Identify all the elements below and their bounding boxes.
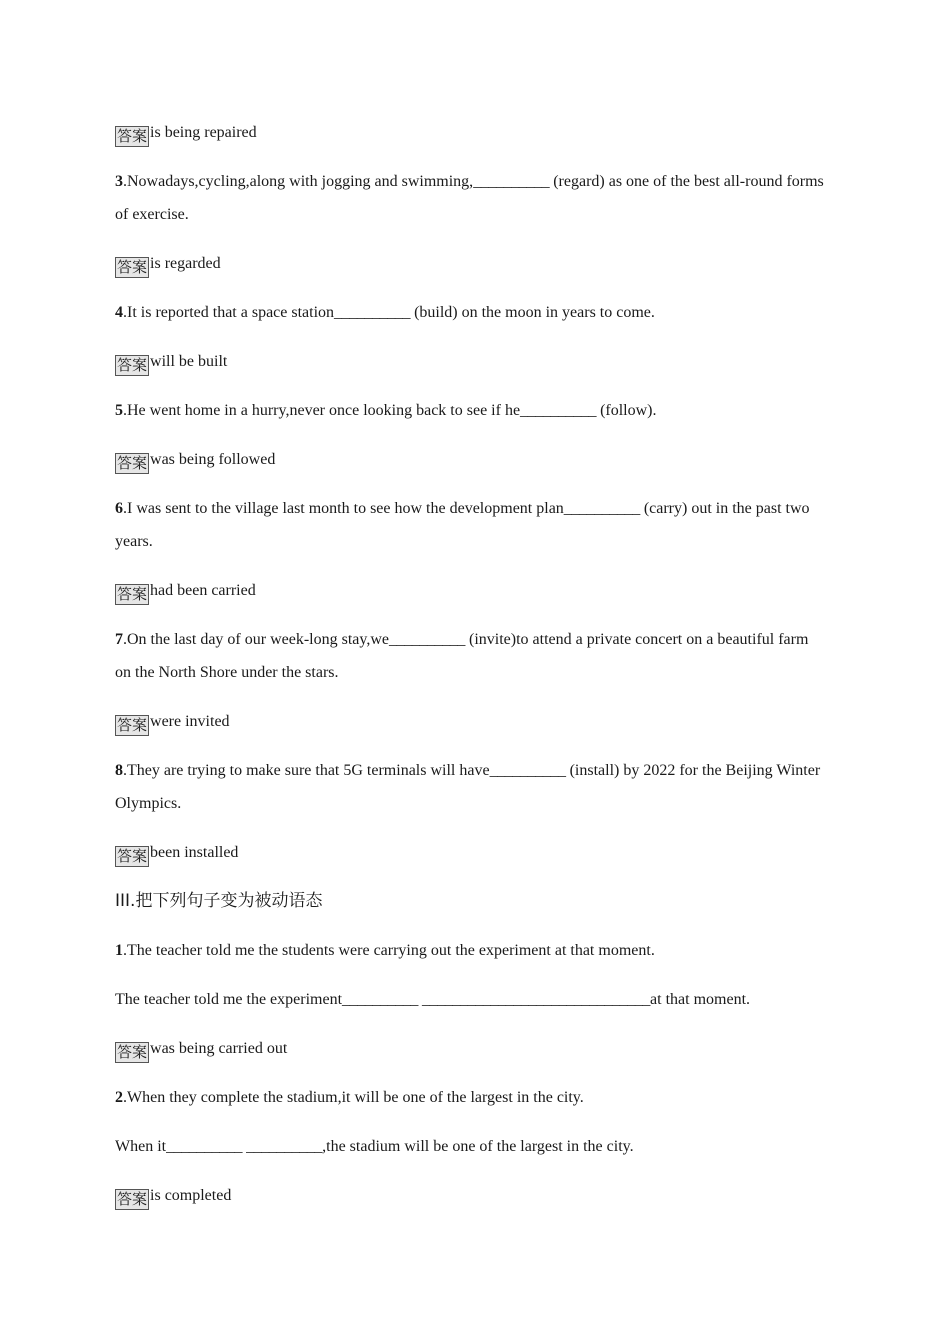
question-4: [115, 296, 827, 329]
answer-line: [115, 1032, 827, 1065]
rewrite-text: The teacher told me the experiment: [115, 991, 343, 1008]
answer-tag: 答案: [117, 258, 148, 276]
question-number: 2: [115, 1089, 123, 1106]
answer-blank: __________: [166, 1138, 243, 1155]
question-text: .On the last day of our week-long stay,we: [123, 631, 389, 648]
answer-tag: 答案: [117, 1190, 148, 1208]
rewrite-text: at that moment.: [650, 991, 751, 1008]
question-text: .The teacher told me the students were carrying out the experiment at that moment.: [123, 942, 655, 959]
question-number: 4: [115, 304, 123, 321]
answer-line: [115, 836, 827, 869]
question-text: .He went home in a hurry,never once looking back to see if he: [123, 402, 521, 419]
question-number: 3: [115, 173, 123, 190]
answer-line: [115, 345, 827, 378]
answer-text: was being followed: [150, 451, 276, 468]
answer-line: [115, 1179, 827, 1212]
question-text: .They are trying to make sure that 5G terminals will have: [123, 762, 490, 779]
question-number: 7: [115, 631, 123, 648]
question-text: .When they complete the stadium,it will be one of the largest in the city.: [123, 1089, 584, 1106]
answer-blank-long: ______________________________: [422, 991, 651, 1008]
answer-line: [115, 443, 827, 476]
question-number: 6: [115, 500, 123, 517]
rewrite-line-1: [115, 983, 827, 1016]
question-8: [115, 754, 827, 820]
question-3: [115, 165, 827, 231]
rewrite-line-2: [115, 1130, 827, 1163]
answer-tag: 答案: [117, 1043, 148, 1061]
answer-blank: __________: [334, 304, 411, 321]
answer-text: were invited: [150, 713, 230, 730]
question-number: 1: [115, 942, 123, 959]
answer-line: [115, 247, 827, 280]
answer-blank: __________: [342, 991, 419, 1008]
section-question-1: [115, 934, 827, 967]
question-text: (install) by 2022 for the Beijing Winter Olympics.: [115, 762, 821, 812]
answer-tag: 答案: [117, 356, 148, 374]
answer-tag: 答案: [117, 585, 148, 603]
answer-line: [115, 116, 827, 149]
answer-blank: __________: [563, 500, 640, 517]
question-text: (regard) as one of the best all-round forms of exercise.: [115, 173, 824, 223]
answer-blank: __________: [473, 173, 550, 190]
question-number: 5: [115, 402, 123, 419]
question-text: (build) on the moon in years to come.: [410, 304, 655, 321]
answer-tag: 答案: [117, 454, 148, 472]
rewrite-text: When it: [115, 1138, 167, 1155]
question-6: [115, 492, 827, 558]
answer-text: is being repaired: [150, 124, 257, 141]
answer-text: had been carried: [150, 582, 256, 599]
answer-text: is completed: [150, 1187, 232, 1204]
question-7: [115, 623, 827, 689]
answer-blank: __________: [389, 631, 466, 648]
answer-text: was being carried out: [150, 1040, 288, 1057]
question-text: .It is reported that a space station: [123, 304, 335, 321]
question-text: (invite)to attend a private concert on a beautiful farm on the North Shore under the stars.: [115, 631, 809, 681]
question-text: (carry) out in the past two years.: [115, 500, 810, 550]
answer-blank: __________: [489, 762, 566, 779]
section-question-2: [115, 1081, 827, 1114]
question-5: [115, 394, 827, 427]
question-text: .Nowadays,cycling,along with jogging and swimming,: [123, 173, 474, 190]
answer-blank: __________: [520, 402, 597, 419]
rewrite-text: ,the stadium will be one of the largest in the city.: [322, 1138, 634, 1155]
question-number: 8: [115, 762, 123, 779]
answer-text: will be built: [150, 353, 228, 370]
section-title: III.把下列句子变为被动语态: [115, 891, 323, 911]
answer-tag: 答案: [117, 127, 148, 145]
answer-blank: __________: [246, 1138, 323, 1155]
answer-text: been installed: [150, 844, 239, 861]
question-text: (follow).: [596, 402, 657, 419]
answer-line: [115, 574, 827, 607]
question-text: .I was sent to the village last month to see how the development plan: [123, 500, 564, 517]
answer-line: [115, 705, 827, 738]
answer-tag: 答案: [117, 847, 148, 865]
answer-tag: 答案: [117, 716, 148, 734]
answer-text: is regarded: [150, 255, 221, 272]
